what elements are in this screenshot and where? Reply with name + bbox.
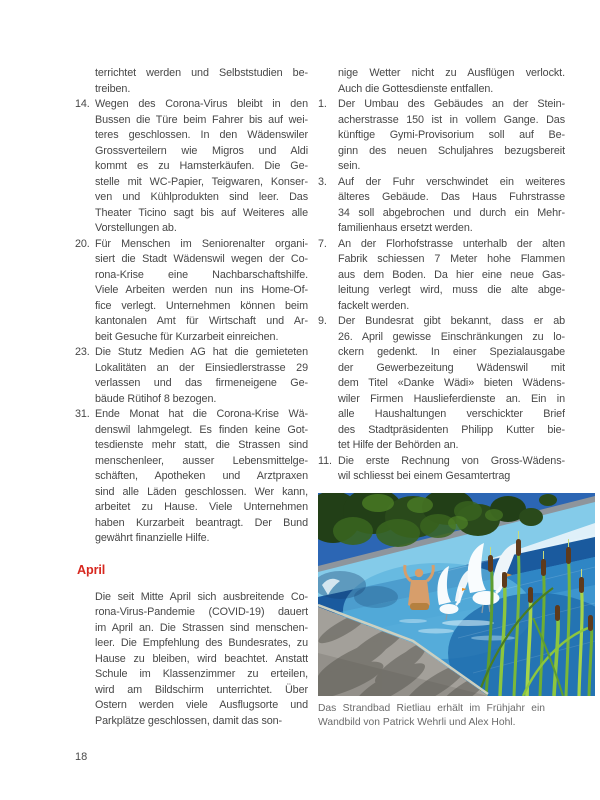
caption-line: Wandbild von Patrick Wehrli und Alex Hohl. [318, 716, 516, 728]
text-line: verlassen und das firmeneigene Ge- [95, 377, 308, 389]
text-line: kantonalen Amt für Wirtschaft und Ar- [95, 315, 308, 327]
paragraph [75, 590, 308, 730]
text-line: dem Titel «Danke Wädi» bieten Wädens- [338, 377, 565, 389]
page-number: 18 [75, 751, 88, 763]
left-text-column [75, 66, 308, 729]
text-line: nige Wetter nicht zu Ausflügen verlockt. [338, 67, 565, 79]
list-item-20 [75, 237, 308, 346]
text-line: alle Haushaltungen verschickter Brief [338, 408, 565, 420]
list-item-7 [318, 237, 565, 315]
text-line: sind alle Läden geschlossen. Wer kann, [95, 485, 308, 498]
text-line: Fabrik schiessen 7 Meter hohe Flammen [338, 253, 565, 265]
text-line: des Stadtpräsidenten Philipp Kutter bie- [338, 423, 565, 436]
item-number: 20. [75, 237, 90, 250]
text-line: acherstrasse 150 ist in vollem Gange. Das [338, 113, 565, 126]
text-line: Für Menschen im Seniorenalter organi- [95, 237, 308, 250]
text-line: Theater Ticino sagt bis auf Weiteres alle [95, 206, 308, 219]
mural-photo [318, 493, 595, 696]
month-heading-april: April [77, 562, 106, 577]
text-line: fackelt werden. [338, 299, 410, 312]
text-line: rona-Krise eine Nachbarschaftshilfe. [95, 268, 308, 281]
text-line: Ende Monat hat die Corona-Krise Wä- [95, 408, 308, 420]
text-line: Lokalitäten an der Einsiedlerstrasse 29 [95, 361, 308, 374]
text-line: bäude Rütihof 8 bezogen. [95, 392, 217, 405]
paragraph [318, 66, 565, 97]
text-line: beit Gesuche für Kurzarbeit einreichen. [95, 330, 279, 343]
text-line: Ostern werden viele Ausflugsorte und [95, 699, 308, 711]
text-line: Wegen des Corona-Virus bleibt in den [95, 98, 308, 110]
text-line: der Gewerbezeitung Wädenswil mit [338, 361, 565, 374]
text-line: älteres Gebäude. Das Haus Fuhrstrasse [338, 191, 565, 203]
paragraph [75, 66, 308, 97]
text-line: ven und Kühlprodukten sind leer. Das [95, 191, 308, 203]
text-line: Vorstellungen ab. [95, 222, 177, 234]
text-line: Bussen die Türe beim Fahrer bis auf wei- [95, 113, 308, 126]
mural-photo-illustration [318, 493, 595, 696]
list-item-11 [318, 454, 565, 485]
text-line: treiben. [95, 82, 131, 95]
text-line: Hause zu bleiben, wird beachtet. Anstatt [95, 652, 308, 665]
text-line: schäften, Apotheken und Arztpraxen [95, 470, 308, 482]
list-item-3 [318, 175, 565, 237]
item-number: 14. [75, 98, 90, 110]
list-item-1 [318, 97, 565, 175]
list-item-23 [75, 345, 308, 407]
text-line: 34 soll abgebrochen und durch ein Mehr- [338, 206, 565, 219]
text-line: rona-Virus-Pandemie (COVID-19) dauert [95, 606, 308, 618]
text-line: arbeitet zu Hause. Viele Unternehmen [95, 501, 308, 513]
item-number: 11. [318, 454, 332, 467]
text-line: denswil lahmgelegt. Es finden keine Got- [95, 423, 308, 436]
text-line: Der Umbau des Gebäudes an der Stein- [338, 98, 565, 110]
text-line: kommt es zu Hamsterkäufen. Die Ge- [95, 160, 308, 172]
caption-line: Das Strandbad Rietliau erhält im Frühjahr ein [318, 703, 545, 714]
text-line: Der Bundesrat gibt bekannt, dass er ab [338, 315, 565, 327]
text-line: wil schliesst bei einem Gesamtertrag [338, 470, 511, 482]
text-line: im April an. Die Strassen sind menschen- [95, 621, 308, 634]
text-line: leer. Die Empfehlung des Bundesrates, zu [95, 637, 308, 649]
text-line: tesdienste mehr statt, die Strassen sind [95, 439, 308, 451]
photo-caption [318, 702, 545, 729]
text-line: menschenleer, ausser Lebensmittelge- [95, 454, 308, 467]
text-line: Auch die Gottesdienste entfallen. [338, 82, 494, 95]
list-item-31 [75, 407, 308, 547]
text-line: Parkplätze geschlossen, damit das son- [95, 714, 283, 727]
text-line: sein. [338, 160, 361, 172]
text-line: künftige Gymi-Provisorium soll auf Be- [338, 129, 565, 141]
right-text-column [318, 66, 565, 485]
text-line: siert die Stadt Wädenswil wegen der Co- [95, 253, 308, 265]
text-line: Die seit Mitte April sich ausbreitende Co- [95, 590, 308, 603]
item-number: 7. [318, 237, 327, 250]
text-line: wird am Bildschirm unterrichtet. Über [95, 683, 308, 696]
text-line: 26. April gewisse Einschränkungen zu lo- [338, 330, 565, 343]
text-line: Die Stutz Medien AG hat die gemieteten [95, 346, 308, 358]
text-line: gewährt finanzielle Hilfe. [95, 532, 210, 544]
text-line: wiler Firmen Hauslieferdienste an. Ein in [338, 392, 565, 405]
item-number: 9. [318, 315, 327, 327]
text-line: tet Hilfe der Behörden an. [338, 439, 459, 451]
text-line: terrichtet werden und Selbststudien be- [95, 67, 308, 79]
list-item-9 [318, 314, 565, 454]
item-number: 23. [75, 346, 90, 358]
item-number: 1. [318, 98, 327, 110]
text-line: leitung verlegt wird, muss die alte abge- [338, 284, 565, 296]
text-line: Auf der Fuhr verschwindet ein weiteres [338, 175, 565, 188]
text-line: familienhaus ersetzt werden. [338, 222, 473, 234]
text-line: ckern gedenkt. In einer Spezialausgabe [338, 346, 565, 358]
list-item-14 [75, 97, 308, 237]
text-line: Die erste Rechnung von Gross-Wädens- [338, 454, 565, 467]
text-line: haben Kurzarbeit beantragt. Der Bund [95, 516, 308, 529]
text-line: Schule im Klassenzimmer zu erteilen, [95, 668, 308, 680]
text-line: ginn des neuen Schuljahres bezugsbereit [338, 144, 565, 157]
item-number: 31. [75, 408, 90, 420]
text-line: fice verlegt. Unternehmen können beim [95, 299, 308, 312]
text-line: Viele Arbeiten werden nun ins Home-Of- [95, 284, 308, 296]
text-line: Grossverteilern wie Migros und Aldi [95, 144, 308, 157]
item-number: 3. [318, 175, 327, 188]
text-line: teres geschlossen. In den Wädenswiler [95, 129, 308, 141]
text-line: An der Florhofstrasse unterhalb der alten [338, 237, 565, 250]
text-line: stelle mit WC-Papier, Teigwaren, Konser- [95, 175, 308, 188]
text-line: aus dem Boden. Da hier eine neue Gas- [338, 268, 565, 281]
